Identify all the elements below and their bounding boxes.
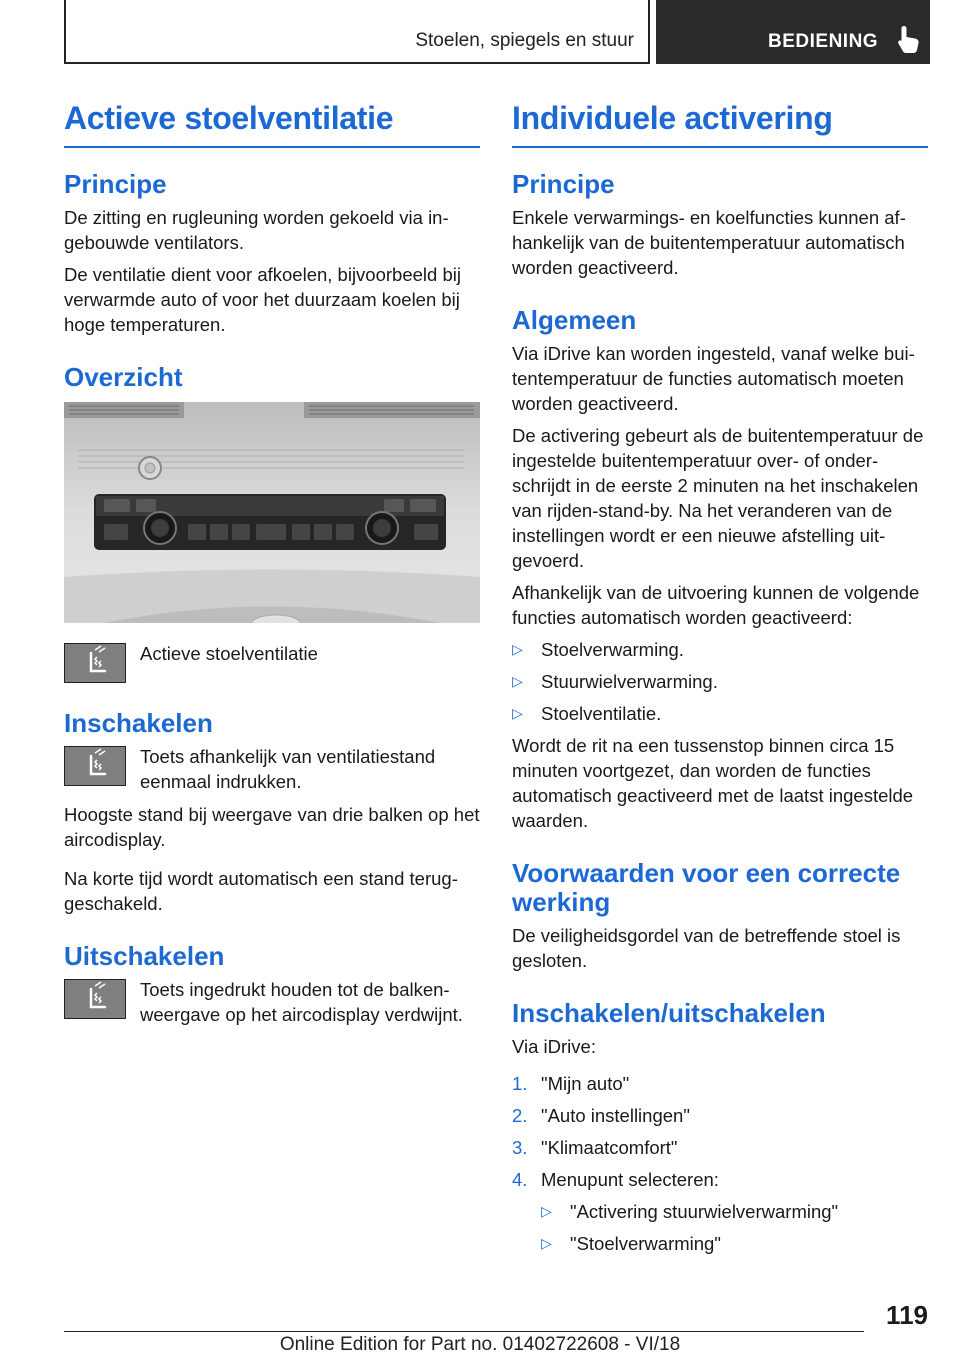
footer-divider [64,1331,864,1332]
triangle-bullet-icon: ▷ [541,1235,552,1251]
list-item [512,1071,928,1096]
list-item [512,1103,928,1128]
list-item [512,1167,928,1256]
uitschakelen-icon-row [64,977,480,1027]
menu-options-sublist [541,1199,928,1256]
step-number: 3. [512,1137,528,1158]
list-item [512,701,928,726]
triangle-bullet-icon: ▷ [541,1203,552,1219]
climate-control-panel-photo [64,402,480,623]
list-item-text: Stoelverwarming. [541,639,684,660]
inschakelen-paragraph-2: Na korte tijd wordt automatisch een stand teruggeschakeld. [64,868,458,914]
step-number: 1. [512,1073,528,1094]
algemeen-paragraph-1: Via iDrive kan worden ingesteld, vanaf welke buitentemperatuur de functies automatisch moeten worden geactiveerd. [512,343,915,414]
step-number: 4. [512,1169,528,1190]
schakelen-intro: Via iDrive: [512,1036,596,1057]
principe-paragraph-2: De ventilatie dient voor afkoelen, bijvoorbeeld bij verwarmde auto of voor het duurzaam koelen bij hoge temperaturen. [64,264,461,335]
photo-caption: Actieve stoelventilatie [140,643,318,664]
seat-ventilation-icon [64,746,126,786]
heading-principe-right: Principe [512,169,615,199]
uitschakelen-instruction: Toets ingedrukt houden tot de balkenweergave op het aircodisplay verdwijnt. [140,979,463,1025]
section-title-individuele-activering: Individuele activering [512,100,928,148]
triangle-bullet-icon: ▷ [512,673,523,689]
inschakelen-icon-row [64,744,480,794]
list-item [512,637,928,662]
step-text: "Auto instellingen" [541,1105,690,1126]
list-item-text: Stoelventilatie. [541,703,662,724]
seat-ventilation-icon [64,643,126,683]
step-number: 2. [512,1105,528,1126]
list-item-text: Stuurwielverwarming. [541,671,718,692]
page-number: 119 [886,1300,928,1330]
list-item [541,1231,928,1256]
step-text: "Mijn auto" [541,1073,630,1094]
inschakelen-paragraph-1: Hoogste stand bij weergave van drie balken op het aircodisplay. [64,804,480,850]
seat-ventilation-icon [64,979,126,1019]
algemeen-paragraph-4: Wordt de rit na een tussenstop binnen circa 15 minuten voortgezet, dan worden de functies automatisch geactiveerd met de laatst ingestelde waarden. [512,735,914,831]
voorwaarden-paragraph: De veiligheidsgordel van de betreffende stoel is gesloten. [512,925,901,971]
section-label: BEDIENING [768,31,879,52]
principe-paragraph-1: De zitting en rugleuning worden gekoeld via ingebouwde ventilators. [64,207,449,253]
step-text: "Klimaatcomfort" [541,1137,678,1158]
section-title-stoelventilatie: Actieve stoelventilatie [64,100,480,148]
heading-principe: Principe [64,169,167,199]
principe-right-paragraph: Enkele verwarmings- en koelfuncties kunnen afhankelijk van de buitentemperatuur automatisch worden geactiveerd. [512,207,906,278]
sub-item-text: "Activering stuurwielverwarming" [570,1201,839,1222]
heading-uitschakelen: Uitschakelen [64,941,225,971]
heading-inschakelen: Inschakelen [64,708,213,738]
algemeen-paragraph-3: Afhankelijk van de uitvoering kunnen de volgende functies automatisch worden geactiveerd: [512,582,920,628]
left-column [64,100,480,1035]
header-chapter-box [64,0,650,64]
heading-inschakelen-uitschakelen: Inschakelen/uitschakelen [512,998,826,1028]
chapter-title: Stoelen, spiegels en stuur [415,30,634,51]
heading-algemeen: Algemeen [512,305,637,335]
footer-edition: Online Edition for Part no. 01402722608 - VI/18 [279,1334,681,1355]
list-item [512,1135,928,1160]
sub-item-text: "Stoelverwarming" [570,1233,721,1254]
caption-row [64,641,480,683]
idrive-steps-list [512,1071,928,1256]
list-item [512,669,928,694]
step-text: Menupunt selecteren: [541,1169,719,1190]
heading-voorwaarden: Voorwaarden voor een correcte werking [512,858,901,917]
heading-overzicht: Overzicht [64,362,183,392]
list-item [541,1199,928,1224]
auto-functions-list [512,637,928,726]
inschakelen-instruction: Toets afhankelijk van ventilatiestand eenmaal indrukken. [140,746,436,792]
section-tab[interactable] [656,0,930,64]
algemeen-paragraph-2: De activering gebeurt als de buitentemperatuur de ingestelde buitentemperatuur over- of onderschrijdt in de eerste 2 minuten na het inschakelen van rijden-stand-by. Na het veranderen van de instellingen wordt er een nieuwe afstelling uitgevoerd. [512,425,924,571]
triangle-bullet-icon: ▷ [512,705,523,721]
pointing-hand-icon [896,24,922,54]
right-column [512,100,928,1263]
triangle-bullet-icon: ▷ [512,641,523,657]
